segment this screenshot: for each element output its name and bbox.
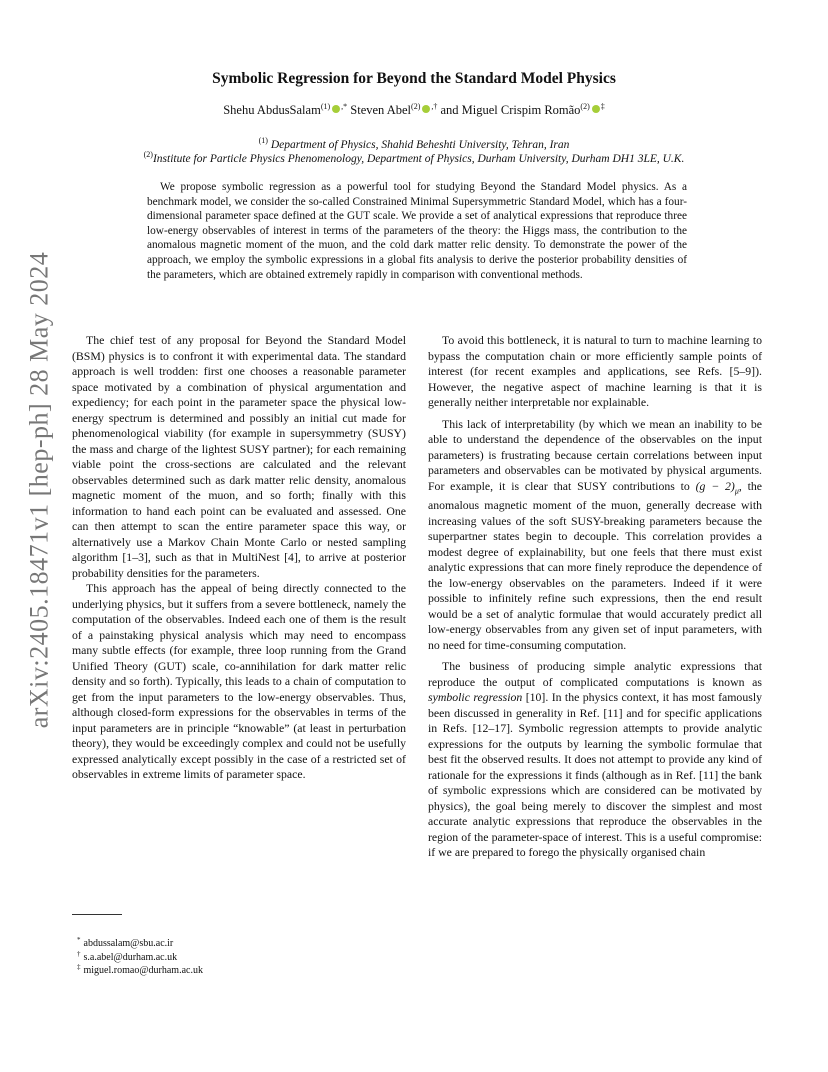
orcid-icon[interactable] — [422, 105, 430, 113]
footnote-email-link[interactable]: abdussalam@sbu.ac.ir — [83, 938, 174, 949]
orcid-icon[interactable] — [332, 105, 340, 113]
footnote-mark: * — [77, 936, 81, 944]
abstract — [147, 180, 687, 282]
author-footnote-mark: ‡ — [600, 102, 605, 111]
author-affil-sup: (1) — [320, 102, 331, 111]
emphasis-term: symbolic regression — [428, 690, 523, 705]
affiliation-text: Institute for Particle Physics Phenomenology, Department of Physics, Durham University, Durham DH1 3LE, U.K. — [152, 153, 685, 165]
orcid-icon[interactable] — [592, 105, 600, 113]
author-affil-sup: (2) — [580, 102, 590, 111]
author-affil-sup: (2) — [411, 102, 421, 111]
arxiv-identifier-text: arXiv:2405.18471v1 [hep-ph] 28 May 2024 — [24, 251, 54, 729]
author-conjunction: and — [437, 103, 462, 117]
affiliation-sup: (2) — [143, 150, 153, 159]
footnote — [77, 937, 203, 951]
affiliation-sup: (1) — [258, 136, 268, 145]
footnote-email-link[interactable]: miguel.romao@durham.ac.uk — [83, 965, 203, 977]
body-paragraph — [428, 659, 762, 861]
body-paragraph: This approach has the appeal of being directly connected to the underlying physics, but it suffers from a severe bottleneck, namely the computation of the observables. Indeed each one of them is the result of a painstaking physical analysis which may need to encompass many subtle effects (for example, three loop running from the Grand Unified Theory (GUT) scale, co-annihilation for dark matter relic density and so forth). Typically, this leads to a chain of computation to get from the input parameters to the low-energy observables. Thus, although closed-form expressions for the observables in terms of the input parameters are in principle “knowable” (at least in perturbation theory), they would be exceedingly complex and could not be usefully expressed analytically except possibly in the case of a restricted set of observables in extreme limits of parameter space. — [72, 581, 406, 781]
body-column-left — [72, 333, 406, 783]
body-paragraph: To avoid this bottleneck, it is natural to turn to machine learning to bypass the computation chain or more efficiently sample points of interest (for recent examples and applications, see Refs. [5–9]). However, the negative aspect of machine learning is that it is generally neither interpretable nor explainable. — [428, 333, 762, 409]
affiliation-text: Department of Physics, Shahid Beheshti University, Tehran, Iran — [270, 139, 570, 151]
arxiv-identifier-stamp — [14, 251, 64, 729]
footnote-mark: ‡ — [77, 963, 81, 972]
paper-title: Symbolic Regression for Beyond the Standard Model Physics — [212, 70, 616, 87]
author-list — [0, 103, 828, 118]
author-name: Shehu AbdusSalam — [223, 103, 321, 117]
math-subscript: μ — [734, 485, 739, 495]
paragraph-text: [10]. In the physics context, it has most famously been discussed in generality in Ref. [11] and for specific applications in Refs. [12–17]. Symbolic regression attempts to provide analytic expressions for the outputs by learning the symbolic formulae that best fit the observed results. It does not attempt to provide any kind of rationale for the expressions it finds (although as in Ref. [11] the bank of symbolic expressions which are considered can be motivated by physics), the goal being merely to discover the simplest and most accurate analytic expressions that reproduce the observables in the region of the parameter-space of interest. This is a useful compromise: if we are prepared to forego the physically organised chain — [428, 690, 762, 860]
affiliation-1 — [0, 136, 828, 151]
footnotes — [77, 937, 203, 978]
paragraph-text: The business of producing simple analytic expressions that reproduce the output of complicated computations is known as — [428, 659, 762, 689]
author-footnote-mark: ,† — [431, 102, 438, 111]
affiliation-2 — [0, 150, 828, 165]
author-footnote-mark: ,* — [341, 102, 348, 111]
body-paragraph: The chief test of any proposal for Beyond the Standard Model (BSM) physics is to confront it with experimental data. The standard approach is well trodden: first one chooses a reasonable parameter space motivated by a combination of physical argumentation and expediency; for each point in the parameter space the physical low-energy spectrum is determined and possibly an initial cut made for phenomenological viability (for example in supersymmetry (SUSY) the mass and charge of the lightest SUSY partner); for each remaining viable point the cross-sections are calculated and the relevant observables determined such as dark matter relic density, anomalous magnetic moment of the muon, and so forth; finally with this information to hand each point can be evaluated and assessed. One can then attempt to scan the entire parameter space this way, or alternatively use a Markov Chain Monte Carlo or nested sampling algorithm [1–3], such as that in MultiNest [4], to arrive at posterior probability densities for the parameters. — [72, 333, 406, 580]
footnote-email-link[interactable]: s.a.abel@durham.ac.uk — [83, 951, 178, 963]
body-column-right — [428, 333, 762, 867]
abstract-text: We propose symbolic regression as a powerful tool for studying Beyond the Standard Model physics. As a benchmark model, we consider the so-called Constrained Minimal Supersymmetric Standard Model, which has a four-dimensional parameter space defined at the GUT scale. We provide a set of analytical expressions that reproduce three low-energy observables of interest in terms of the parameters of the theory: the Higgs mass, the contribution to the anomalous magnetic moment of the muon, and the cold dark matter relic density. To demonstrate the power of the approach, we employ the symbolic expressions in a global fits analysis to derive the posterior probability densities of the parameters, which are obtained extremely rapidly in comparison with conventional methods. — [147, 181, 687, 281]
body-paragraph — [428, 417, 762, 654]
paragraph-text: This lack of interpretability (by which we mean an inability to be able to understand the dependence of the observables on the input parameters) is frustrating because certain correlations between input parameters and observables can be motivated by physical arguments. For example, it is clear that SUSY contributions to — [428, 416, 762, 493]
author-name: Steven Abel — [350, 103, 412, 117]
footnote-mark: † — [77, 949, 81, 958]
footnote-divider — [72, 914, 122, 915]
paragraph-text: , the anomalous magnetic moment of the muon, generally decrease with increasing values of the soft SUSY-breaking parameters because the superpartner states begin to decouple. This correlation provides a modest degree of explainability, but one feels that there must exist analytic expressions that can more finely reproduce the dependence of the low-energy observables on the parameters. Indeed if it were possible to infinitely refine such expressions, then the end result would be a set of analytic formulae that would accurately predict all low-energy observables from any given set of input parameters, with no need for time-consuming computation. — [428, 478, 762, 652]
footnote — [77, 964, 203, 978]
math-expression: (g − 2) — [695, 478, 735, 493]
footnote — [77, 951, 203, 965]
author-name: Miguel Crispim Romão — [461, 103, 581, 117]
